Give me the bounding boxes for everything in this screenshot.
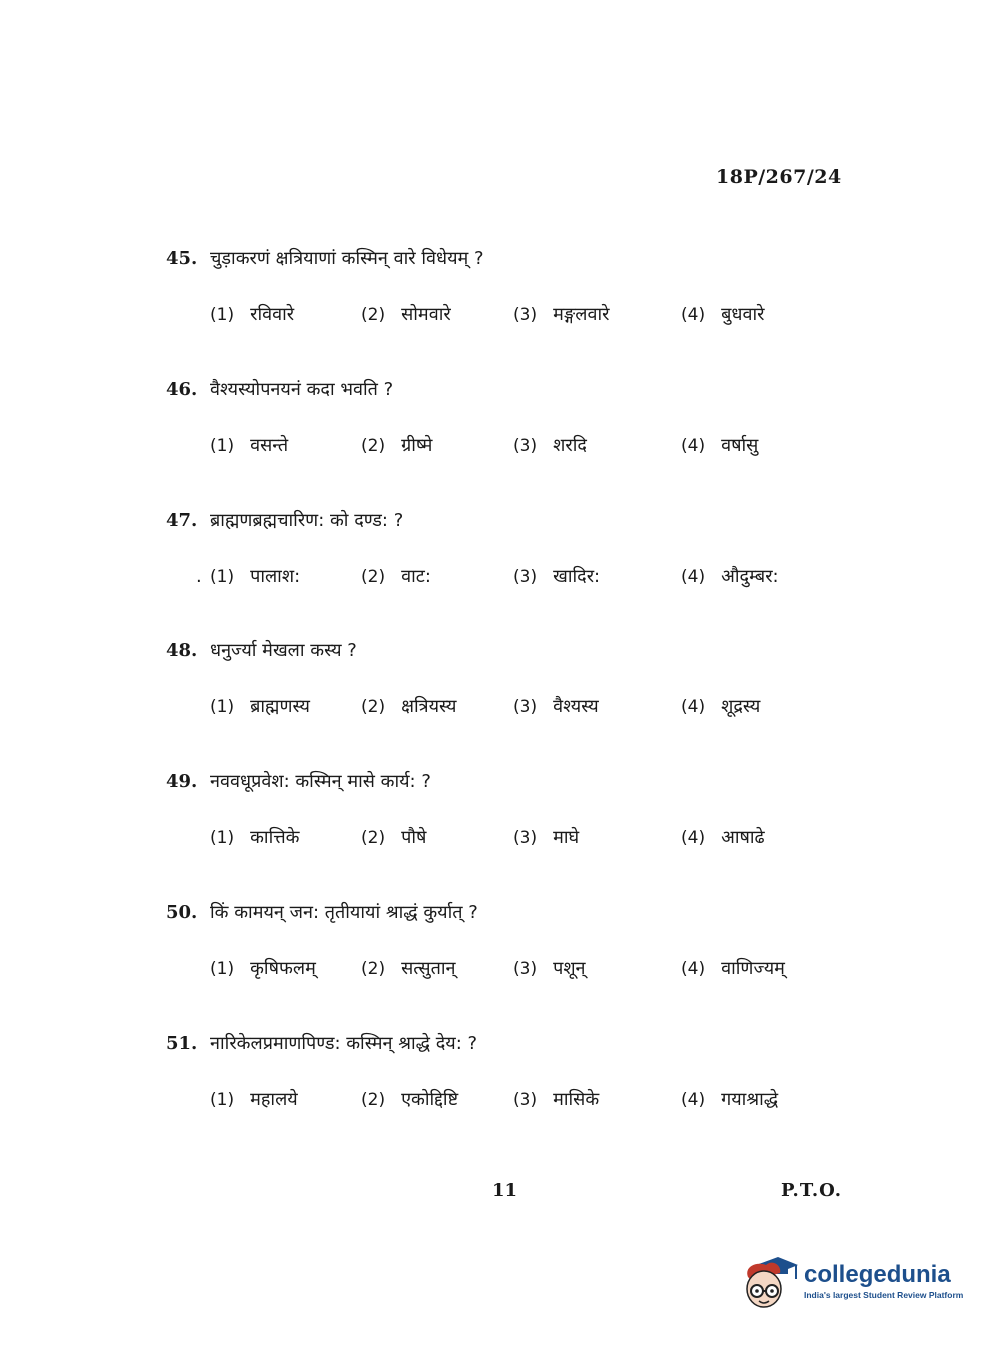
option-number: (4) <box>681 959 706 979</box>
question-text: चुड़ाकरणं क्षत्रियाणां कस्मिन् वारे विधेयम् ? <box>210 248 484 269</box>
option-4 <box>681 956 785 980</box>
option-number: (3) <box>513 567 538 587</box>
question-text: धनुर्ज्या मेखला कस्य ? <box>210 640 357 661</box>
option-number: (3) <box>513 697 538 717</box>
option-4 <box>681 694 760 718</box>
stray-mark: . <box>196 566 202 587</box>
option-4 <box>681 433 758 457</box>
question-number: 48. <box>166 640 198 661</box>
option-text: मासिके <box>553 1089 600 1110</box>
option-number: (1) <box>210 305 235 325</box>
options-list <box>166 433 866 469</box>
options-list <box>166 694 866 730</box>
option-text: औदुम्बर: <box>721 566 779 587</box>
option-text: कात्तिके <box>250 827 300 848</box>
document-code: 18P/267/24 <box>716 166 842 188</box>
question-text: किं कामयन् जन: तृतीयायां श्राद्धं कुर्यात् ? <box>210 902 478 923</box>
option-2 <box>361 302 451 326</box>
option-text: ब्राह्मणस्य <box>250 696 310 717</box>
option-4 <box>681 825 765 849</box>
option-number: (1) <box>210 1090 235 1110</box>
option-3 <box>513 694 599 718</box>
option-number: (3) <box>513 828 538 848</box>
option-number: (3) <box>513 436 538 456</box>
option-4 <box>681 1087 778 1111</box>
option-number: (2) <box>361 828 386 848</box>
option-2 <box>361 825 426 849</box>
question-text: वैश्यस्योपनयनं कदा भवति ? <box>210 379 394 400</box>
option-number: (3) <box>513 305 538 325</box>
option-text: सत्सुतान् <box>401 958 456 979</box>
option-text: वाणिज्यम् <box>721 958 785 979</box>
option-3 <box>513 1087 599 1111</box>
option-number: (3) <box>513 959 538 979</box>
question-number: 51. <box>166 1033 198 1054</box>
option-number: (2) <box>361 567 386 587</box>
option-1 <box>210 1087 298 1111</box>
question-46 <box>166 377 866 477</box>
question-number: 45. <box>166 248 198 269</box>
option-text: महालये <box>250 1089 298 1110</box>
option-2 <box>361 956 456 980</box>
question-49 <box>166 769 866 869</box>
option-4 <box>681 564 779 588</box>
collegedunia-watermark <box>742 1246 972 1316</box>
option-number: (1) <box>210 436 235 456</box>
option-text: बुधवारे <box>721 304 765 325</box>
question-number: 49. <box>166 771 198 792</box>
options-list <box>166 302 866 338</box>
option-text: सोमवारे <box>401 304 451 325</box>
option-number: (4) <box>681 436 706 456</box>
option-number: (4) <box>681 697 706 717</box>
option-2 <box>361 564 431 588</box>
option-number: (4) <box>681 828 706 848</box>
options-list <box>166 825 866 861</box>
question-47 <box>166 508 866 608</box>
option-text: पौषे <box>401 827 427 848</box>
question-text: नारिकेलप्रमाणपिण्ड: कस्मिन् श्राद्धे देय: ? <box>210 1033 478 1054</box>
option-2 <box>361 694 456 718</box>
question-50 <box>166 900 866 1000</box>
option-text: क्षत्रियस्य <box>401 696 457 717</box>
option-text: वैश्यस्य <box>553 696 599 717</box>
option-number: (1) <box>210 959 235 979</box>
question-text: नववधूप्रवेश: कस्मिन् मासे कार्य: ? <box>210 771 431 792</box>
option-number: (4) <box>681 567 706 587</box>
option-text: पालाश: <box>250 566 301 587</box>
option-number: (3) <box>513 1090 538 1110</box>
option-3 <box>513 564 600 588</box>
option-1 <box>210 302 294 326</box>
brand-tagline: India's largest Student Review Platform <box>804 1290 964 1300</box>
options-list <box>166 956 866 992</box>
option-text: एकोद्दिष्टि <box>401 1089 459 1110</box>
option-text: कृषिफलम् <box>250 958 316 979</box>
option-text: खादिर: <box>553 566 601 587</box>
option-1 <box>210 694 310 718</box>
brand-name: collegedunia <box>804 1261 951 1288</box>
option-text: माघे <box>553 827 580 848</box>
option-text: गयाश्राद्धे <box>721 1089 779 1110</box>
option-number: (1) <box>210 567 235 587</box>
question-48 <box>166 638 866 738</box>
option-1 <box>210 825 300 849</box>
option-text: रविवारे <box>250 304 295 325</box>
option-2 <box>361 1087 458 1111</box>
option-number: (2) <box>361 959 386 979</box>
option-2 <box>361 433 432 457</box>
page-number: 11 <box>492 1180 518 1201</box>
options-list <box>166 564 866 600</box>
question-text: ब्राह्मणब्रह्मचारिण: को दण्ड: ? <box>210 510 404 531</box>
option-text: आषाढे <box>721 827 765 848</box>
question-number: 46. <box>166 379 198 400</box>
watermark-text <box>804 1262 963 1300</box>
option-text: शरदि <box>553 435 587 456</box>
option-text: शूद्रस्य <box>721 696 761 717</box>
option-number: (2) <box>361 436 386 456</box>
option-number: (2) <box>361 1090 386 1110</box>
option-3 <box>513 825 579 849</box>
pto-label: P.T.O. <box>781 1180 843 1201</box>
options-list <box>166 1087 866 1123</box>
option-3 <box>513 433 587 457</box>
question-51 <box>166 1031 866 1131</box>
option-text: मङ्गलवारे <box>553 304 610 325</box>
mascot-logo-icon <box>742 1251 798 1311</box>
question-number: 47. <box>166 510 198 531</box>
question-number: 50. <box>166 902 198 923</box>
option-4 <box>681 302 764 326</box>
option-number: (4) <box>681 305 706 325</box>
option-text: वर्षासु <box>721 435 759 456</box>
option-number: (4) <box>681 1090 706 1110</box>
option-number: (2) <box>361 697 386 717</box>
option-number: (1) <box>210 697 235 717</box>
option-number: (2) <box>361 305 386 325</box>
option-1 <box>210 564 300 588</box>
option-text: पशून् <box>553 958 586 979</box>
question-45 <box>166 246 866 346</box>
option-text: ग्रीष्मे <box>401 435 433 456</box>
option-text: वसन्ते <box>250 435 289 456</box>
option-3 <box>513 302 610 326</box>
option-number: (1) <box>210 828 235 848</box>
option-1 <box>210 956 316 980</box>
option-1 <box>210 433 288 457</box>
option-text: वाट: <box>401 566 431 587</box>
option-3 <box>513 956 586 980</box>
